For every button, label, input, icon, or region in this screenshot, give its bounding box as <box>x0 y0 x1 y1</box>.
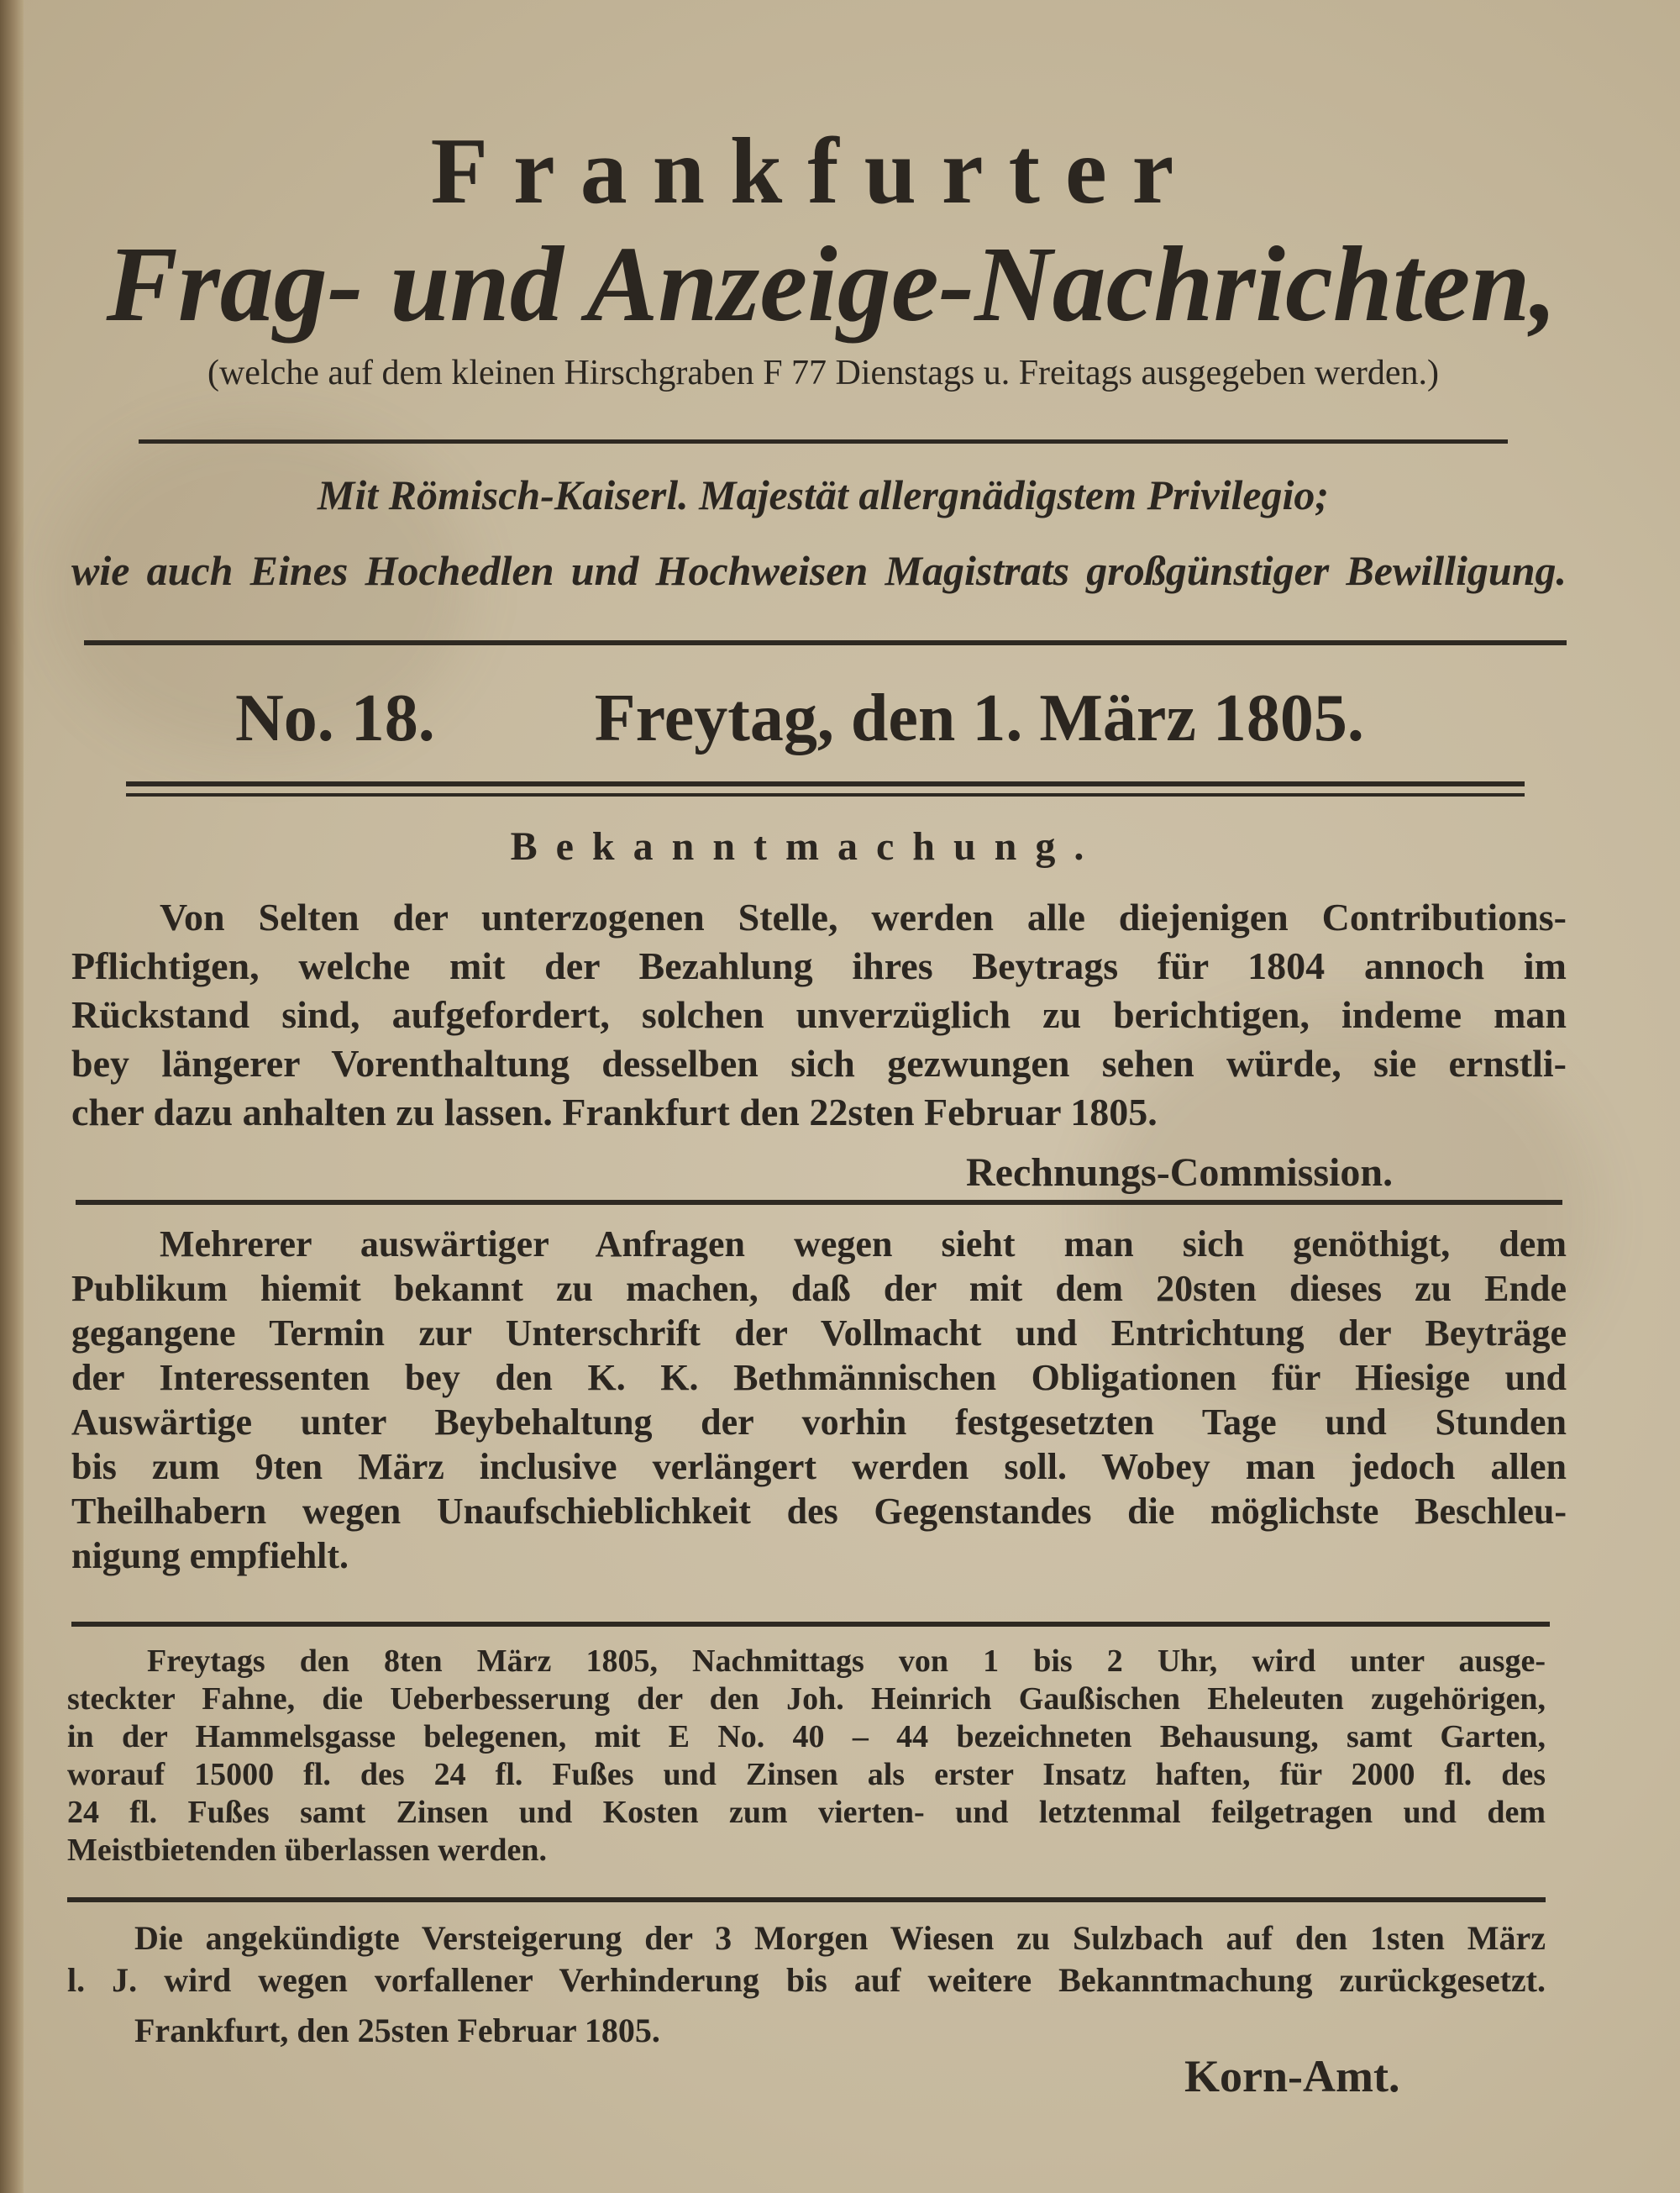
double-divider-bottom <box>126 793 1525 797</box>
text-line: steckter Fahne, die Ueberbesserung der den Joh. Heinrich Gaußischen Eheleuten zugehörigen, <box>67 1681 1546 1717</box>
notice-signature: Korn-Amt. <box>1184 2051 1400 2101</box>
text-line: Mehrerer auswärtiger Anfragen wegen sieht man sich genöthigt, dem <box>160 1223 1567 1265</box>
text-line: cher dazu anhalten zu lassen. Frankfurt den 22sten Februar 1805. <box>71 1091 1158 1133</box>
text-line: bey längerer Vorenthaltung desselben sich gezwungen sehen würde, sie ernstli- <box>71 1042 1567 1085</box>
notice-signature: Rechnungs-Commission. <box>966 1150 1394 1195</box>
divider <box>84 640 1567 645</box>
text-line: der Interessenten bey den K. K. Bethmännischen Obligationen für Hiesige und <box>71 1357 1567 1398</box>
text-line: bis zum 9ten März inclusive verlängert werden soll. Wobey man jedoch allen <box>71 1446 1567 1487</box>
text-line: nigung empfiehlt. <box>71 1535 349 1576</box>
privilege-line1: Mit Römisch-Kaiserl. Majestät allergnädigstem Privilegio; <box>317 471 1330 518</box>
double-divider-top <box>126 781 1525 786</box>
text-line: Auswärtige unter Beybehaltung der vorhin festgesetzten Tage und Stunden <box>71 1402 1567 1443</box>
issue-line <box>235 681 1411 757</box>
divider <box>67 1897 1546 1902</box>
masthead-subtitle: (welche auf dem kleinen Hirschgraben F 77 Dienstags u. Freitags ausgegeben werden.) <box>207 354 1440 392</box>
divider <box>71 1622 1550 1627</box>
text-line: gegangene Termin zur Unterschrift der Vollmacht und Entrichtung der Beyträge <box>71 1312 1567 1354</box>
text-line: in der Hammelsgasse belegenen, mit E No. 40 – 44 bezeichneten Behausung, samt Garten, <box>67 1719 1546 1754</box>
notice-heading: Bekanntmachung. <box>510 824 1103 869</box>
privilege-line2: wie auch Eines Hochedlen und Hochweisen Magistrats großgünstiger Bewilligung. <box>71 547 1567 594</box>
masthead-title-line1: Frankfurter <box>430 119 1200 224</box>
text-line: Von Selten der unterzogenen Stelle, werden alle diejenigen Contributions- <box>160 896 1567 939</box>
issue-number: No. 18. <box>235 681 435 755</box>
text-line: Frankfurt, den 25sten Februar 1805. <box>134 2012 660 2049</box>
text-line: 24 fl. Fußes samt Zinsen und Kosten zum vierten- und letztenmal feilgetragen und dem <box>67 1795 1546 1830</box>
page-binding-edge <box>0 0 24 2193</box>
text-line: Rückstand sind, aufgefordert, solchen unverzüglich zu berichtigen, indeme man <box>71 993 1567 1036</box>
masthead-title-line2: Frag- und Anzeige-Nachrichten, <box>106 224 1557 344</box>
divider <box>76 1200 1562 1205</box>
text-line: l. J. wird wegen vorfallener Verhinderung bis auf weitere Bekanntmachung zurückgesetzt. <box>67 1961 1546 1999</box>
text-line: Die angekündigte Versteigerung der 3 Morgen Wiesen zu Sulzbach auf den 1sten März <box>134 1919 1546 1957</box>
text-line: Theilhabern wegen Unaufschieblichkeit des Gegenstandes die möglichste Beschleu- <box>71 1491 1567 1532</box>
text-line: Pflichtigen, welche mit der Bezahlung ihres Beytrags für 1804 annoch im <box>71 944 1567 987</box>
text-line: Meistbietenden überlassen werden. <box>67 1833 548 1868</box>
text-line: Freytags den 8ten März 1805, Nachmittags von 1 bis 2 Uhr, wird unter ausge- <box>147 1643 1546 1679</box>
text-line: worauf 15000 fl. des 24 fl. Fußes und Zinsen als erster Insatz haften, für 2000 fl. des <box>67 1757 1546 1792</box>
issue-date: Freytag, den 1. März 1805. <box>594 681 1364 755</box>
text-line: Publikum hiemit bekannt zu machen, daß der mit dem 20sten dieses zu Ende <box>71 1268 1567 1309</box>
divider <box>139 439 1508 444</box>
